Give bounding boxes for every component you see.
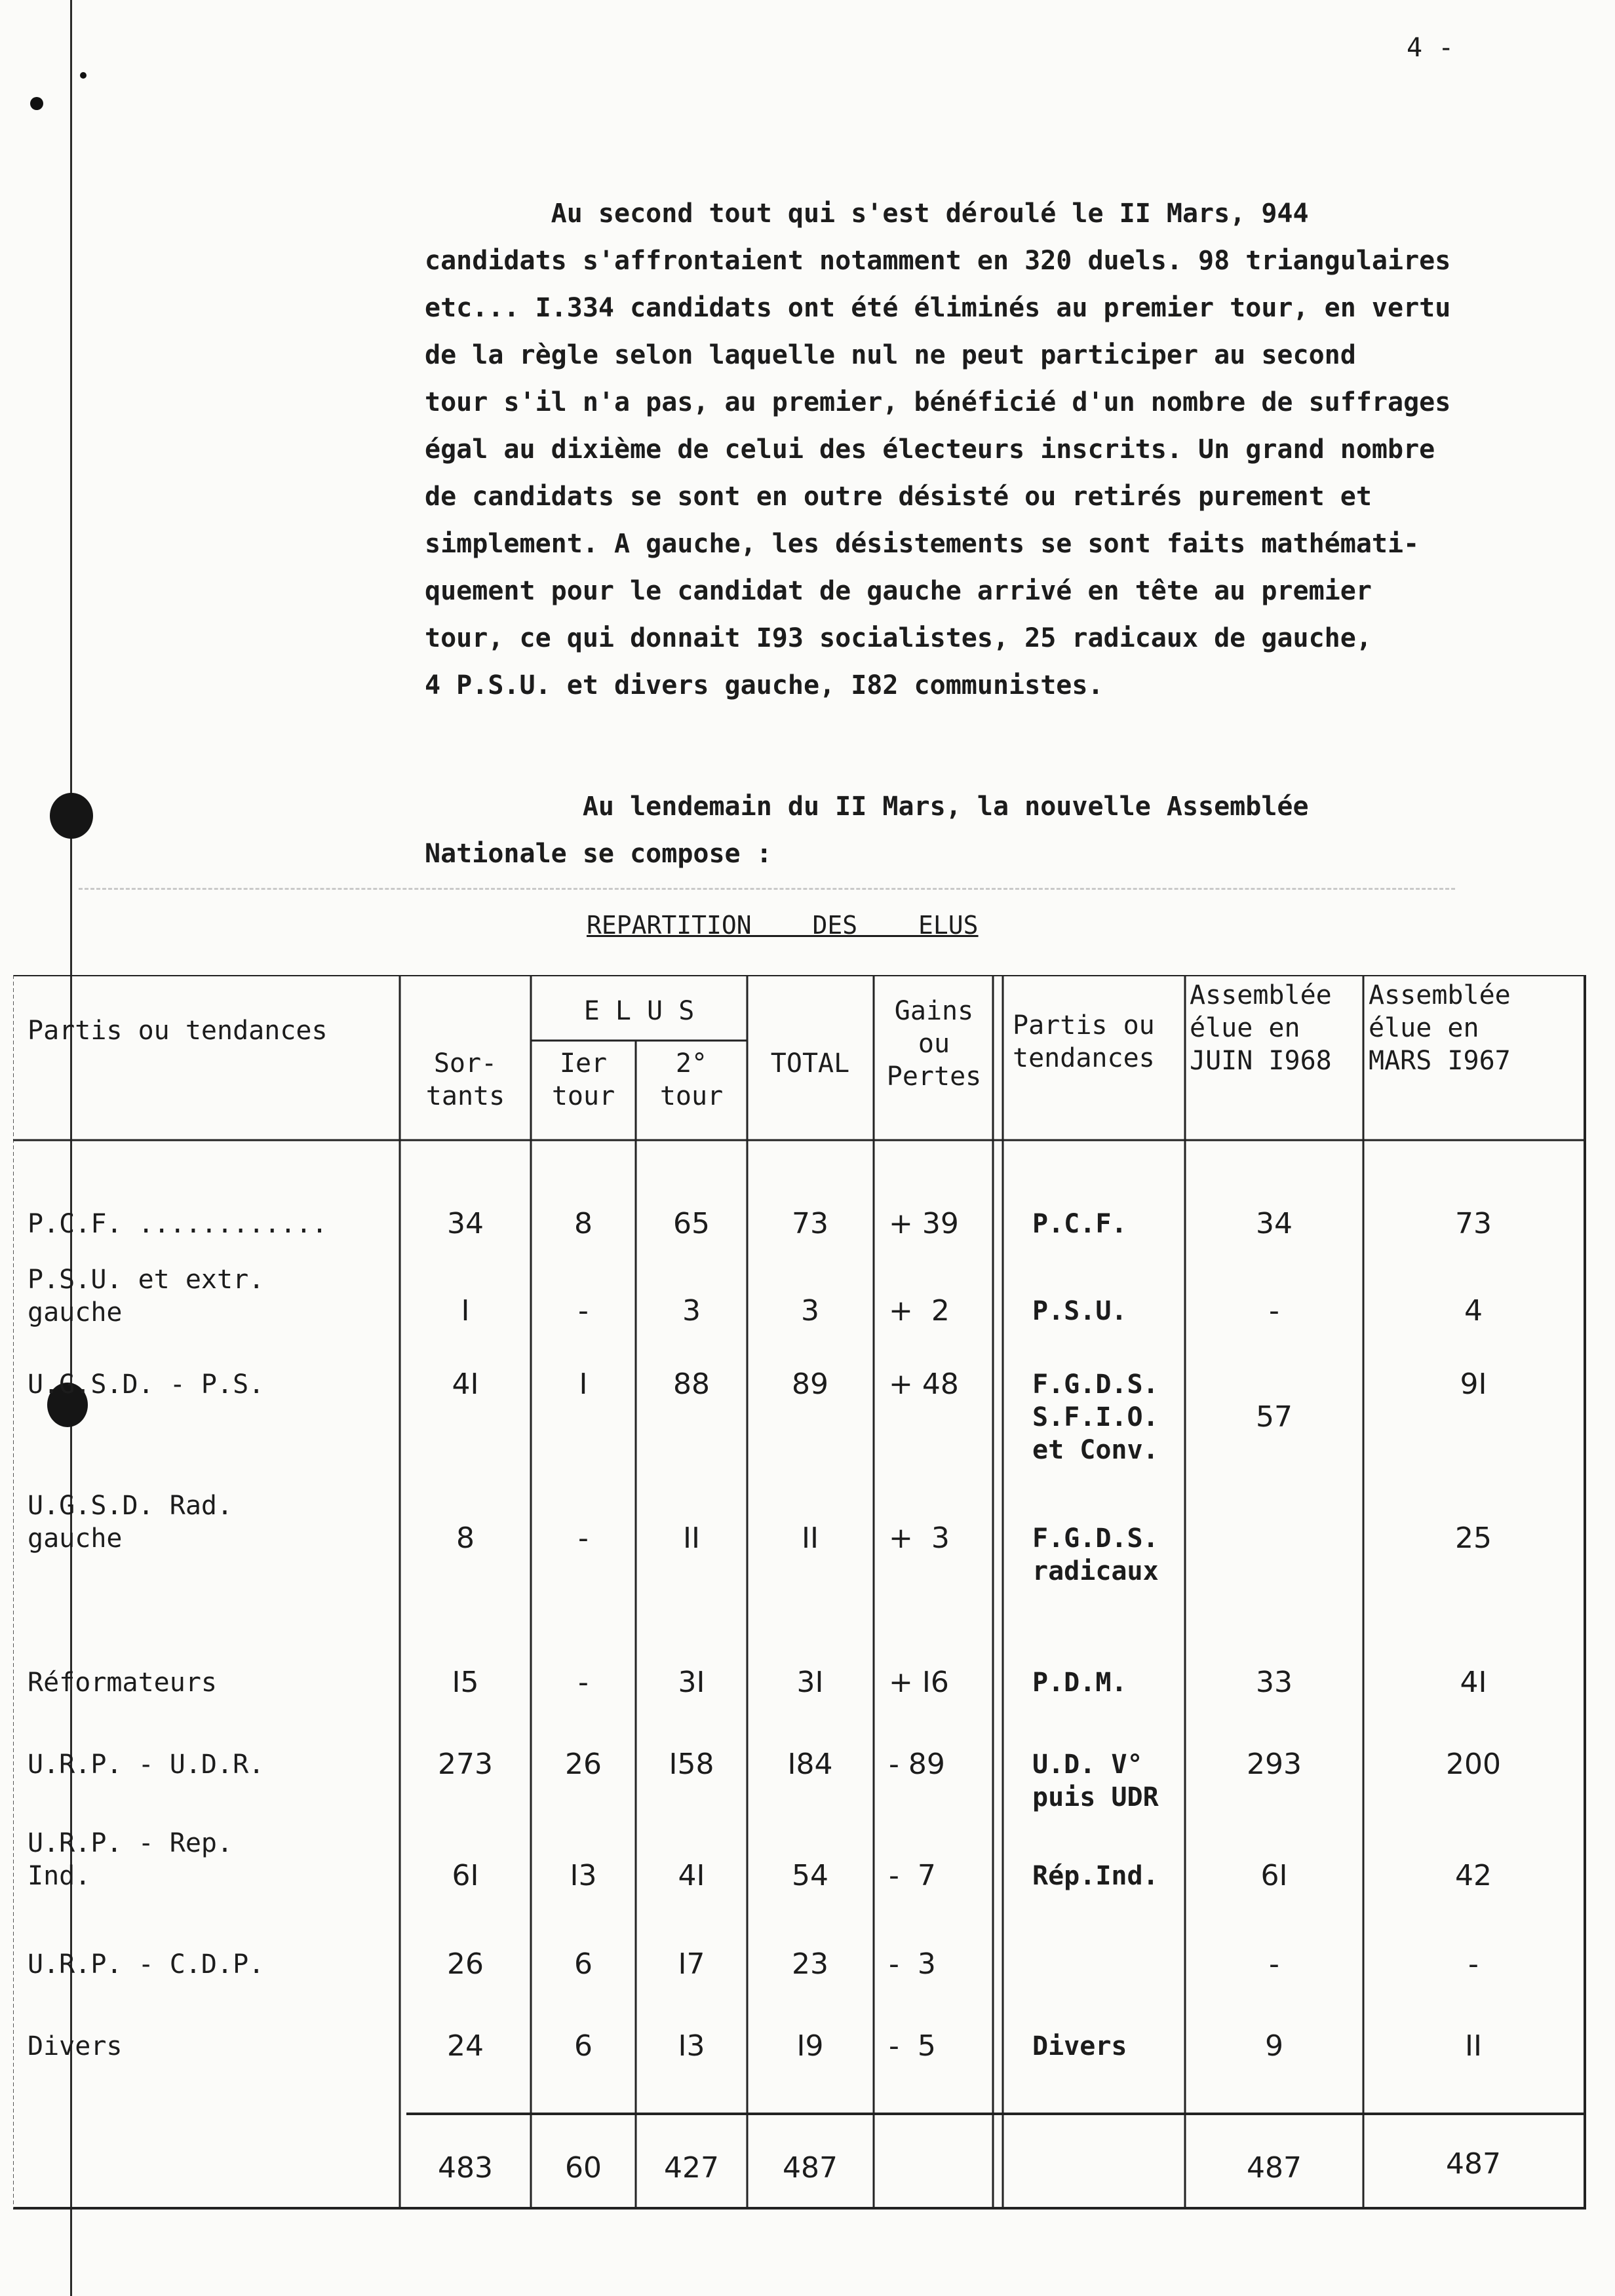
cell-party: U.G.S.D. - P.S. [28,1369,265,1400]
cell-ier-tour: I3 [570,1859,597,1892]
cell-mars-1967: 9I [1460,1368,1487,1401]
cell-juin-1968: 9 [1265,2029,1283,2063]
cell-ier-tour: 8 [574,1207,593,1240]
cell-total: I84 [787,1748,833,1781]
table-grid [13,975,1586,2211]
cell-ier-tour: - [578,1521,589,1555]
cell-second-tour: II [683,1521,700,1555]
cell-ier-tour: I [579,1368,588,1401]
cell-party-2: P.D.M. [1032,1668,1127,1698]
cell-party: U.R.P. - Rep. Ind. [28,1828,233,1891]
paragraph-line: tour, ce qui donnait I93 socialistes, 25 radicaux de gauche, [425,623,1372,653]
cell-sortants: I5 [452,1666,479,1699]
cell-mars-1967: 73 [1455,1207,1492,1240]
cell-party-2: P.C.F. [1032,1209,1127,1239]
paragraph-line: candidats s'affrontaient notamment en 320 duels. 98 triangulaires [425,246,1451,276]
paragraph-line: Au second tout qui s'est déroulé le II Mars, 944 [425,199,1309,229]
results-table [13,975,1586,2211]
cell-second-tour: I7 [678,1947,705,1981]
cell-gains: + I6 [889,1666,949,1699]
cell-mars-1967: 25 [1455,1521,1492,1555]
punch-hole-top [50,793,93,839]
cell-second-tour: I58 [669,1748,714,1781]
cell-party-2: U.D. V° puis UDR [1032,1750,1159,1812]
total-second-tour: 427 [664,2151,719,2185]
dashed-divider [79,888,1455,890]
cell-mars-1967: - [1468,1947,1479,1981]
cell-sortants: 4I [452,1368,479,1401]
paragraph-line: Nationale se compose : [425,839,772,869]
cell-sortants: 273 [438,1748,493,1781]
cell-ier-tour: 6 [574,2029,593,2063]
page-number: 4 - [1407,33,1454,63]
header-mars-1967: Assemblée élue en MARS I967 [1369,980,1511,1076]
cell-second-tour: 88 [673,1368,710,1401]
header-elus: E L U S [583,996,695,1026]
cell-juin-1968: 57 [1256,1400,1293,1434]
paragraph-line: 4 P.S.U. et divers gauche, I82 communistes. [425,670,1104,700]
cell-gains: - 5 [889,2029,936,2063]
cell-ier-tour: 26 [565,1748,602,1781]
header-partis: Partis ou tendances [28,1016,328,1046]
paragraph-elections [425,190,1591,709]
header-juin-1968: Assemblée élue en JUIN I968 [1190,980,1332,1076]
total-sortants: 483 [438,2151,493,2185]
cell-sortants: 8 [456,1521,475,1555]
paragraph-line: Au lendemain du II Mars, la nouvelle Assemblée [425,792,1309,822]
cell-party-2: F.G.D.S. S.F.I.O. et Conv. [1032,1369,1159,1465]
cell-juin-1968: 6I [1260,1859,1288,1892]
cell-party-2: P.S.U. [1032,1296,1127,1326]
cell-juin-1968: 293 [1247,1748,1302,1781]
paragraph-line: etc... I.334 candidats ont été éliminés au premier tour, en vertu [425,293,1451,323]
header-partis-2: Partis ou tendances [1013,1010,1155,1073]
total-ier-tour: 60 [565,2151,602,2185]
cell-party-2: F.G.D.S. radicaux [1032,1523,1159,1586]
paragraph-assembly [425,783,1591,877]
cell-total: 3I [796,1666,824,1699]
cell-ier-tour: 6 [574,1947,593,1981]
cell-mars-1967: 200 [1446,1748,1501,1781]
cell-party: U.G.S.D. Rad. gauche [28,1491,233,1554]
cell-total: 23 [792,1947,828,1981]
paragraph-line: tour s'il n'a pas, au premier, bénéficié d'un nombre de suffrages [425,387,1451,417]
cell-party: P.S.U. et extr. gauche [28,1265,265,1328]
cell-second-tour: 65 [673,1207,710,1240]
cell-mars-1967: 4 [1464,1294,1483,1328]
cell-sortants: I [461,1294,470,1328]
header-total: TOTAL [770,1048,850,1079]
cell-total: 73 [792,1207,828,1240]
cell-total: 89 [792,1368,828,1401]
cell-second-tour: I3 [678,2029,705,2063]
cell-gains: - 7 [889,1859,936,1892]
header-second-tour: 2° tour [659,1048,724,1111]
cell-party: Réformateurs [28,1668,217,1698]
cell-juin-1968: 33 [1256,1666,1293,1699]
cell-party: Divers [28,2031,123,2061]
cell-ier-tour: - [578,1294,589,1328]
cell-total: 54 [792,1859,828,1892]
total-mars-1967: 487 [1446,2147,1501,2181]
paragraph-line: quement pour le candidat de gauche arrivé en tête au premier [425,576,1372,606]
cell-juin-1968: 34 [1256,1207,1293,1240]
cell-mars-1967: 4I [1460,1666,1487,1699]
cell-party: P.C.F. ............ [28,1209,328,1239]
cell-juin-1968: - [1269,1947,1279,1981]
punch-dot [30,97,43,110]
cell-second-tour: 3 [682,1294,701,1328]
cell-sortants: 6I [452,1859,479,1892]
cell-juin-1968: - [1269,1294,1279,1328]
punch-dot-small [80,72,87,79]
paragraph-line: de candidats se sont en outre désisté ou retirés purement et [425,482,1372,512]
paragraph-line: de la règle selon laquelle nul ne peut participer au second [425,340,1356,370]
cell-mars-1967: II [1465,2029,1482,2063]
header-ier-tour: Ier tour [551,1048,615,1111]
cell-total: II [802,1521,819,1555]
cell-gains: + 2 [889,1294,950,1328]
cell-gains: + 3 [889,1521,950,1555]
cell-gains: + 48 [889,1368,959,1401]
cell-sortants: 26 [447,1947,484,1981]
cell-sortants: 24 [447,2029,484,2063]
cell-party: U.R.P. - U.D.R. [28,1750,265,1780]
header-gains: Gains ou Pertes [886,996,982,1092]
cell-second-tour: 3I [678,1666,705,1699]
cell-second-tour: 4I [678,1859,705,1892]
cell-sortants: 34 [447,1207,484,1240]
cell-gains: + 39 [889,1207,959,1240]
total-juin-1968: 487 [1247,2151,1302,2185]
table-title: REPARTITION DES ELUS [587,911,979,940]
cell-gains: - 3 [889,1947,936,1981]
cell-party: U.R.P. - C.D.P. [28,1949,265,1980]
cell-total: I9 [796,2029,824,2063]
cell-mars-1967: 42 [1455,1859,1492,1892]
cell-total: 3 [801,1294,819,1328]
total-total: 487 [783,2151,838,2185]
cell-ier-tour: - [578,1666,589,1699]
cell-party-2: Divers [1032,2031,1127,2061]
paragraph-line: simplement. A gauche, les désistements se sont faits mathémati- [425,529,1420,559]
header-sortants: Sor- tants [425,1048,505,1111]
paragraph-line: égal au dixième de celui des électeurs inscrits. Un grand nombre [425,434,1435,465]
cell-party-2: Rép.Ind. [1032,1861,1159,1891]
cell-gains: - 89 [889,1748,945,1781]
